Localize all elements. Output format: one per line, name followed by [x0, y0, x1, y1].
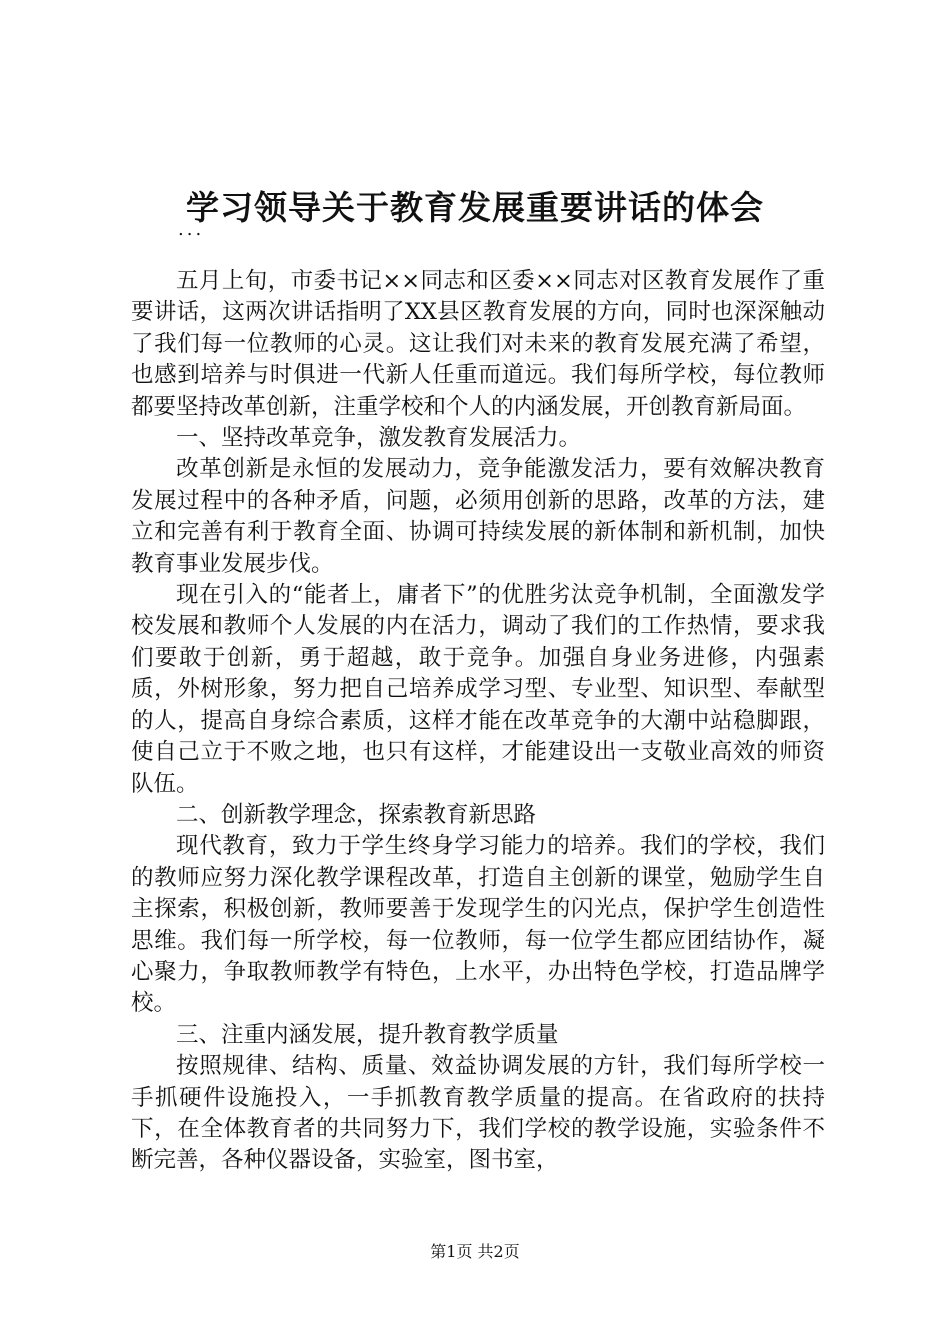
paragraph-intro: 五月上旬，市委书记××同志和区委××同志对区教育发展作了重要讲话，这两次讲话指明了XX县区教育发展的方向，同时也深深触动了我们每一位教师的心灵。这让我们对未来的教育发展充满了希望，也感到培养与时俱进一代新人任重而道远。我们每所学校，每位教师都要坚持改革创新，注重学校和个人的内涵发展，开创教育新局面。 — [131, 268, 825, 420]
paragraph-teaching: 现代教育，致力于学生终身学习能力的培养。我们的学校，我们的教师应努力深化教学课程改革，打造自主创新的课堂，勉励学生自主探索，积极创新，教师要善于发现学生的闪光点，保护学生创造性思维。我们每一所学校，每一位教师，每一位学生都应团结协作，凝心聚力，争取教师教学有特色，上水平，办出特色学校，打造品牌学校。 — [131, 833, 825, 1017]
document-title: 学习领导关于教育发展重要讲话的体会 — [186, 188, 764, 227]
title-ellipsis: ... — [178, 219, 205, 240]
page-footer: 第1页 共2页 — [430, 1242, 520, 1261]
section-heading-1: 一、坚持改革竞争，激发教育发展活力。 — [176, 425, 582, 452]
paragraph-competition: 现在引入的“能者上，庸者下”的优胜劣汰竞争机制，全面激发学校发展和教师个人发展的内在活力，调动了我们的工作热情，要求我们要敢于创新，勇于超越，敢于竞争。加强自身业务进修，内强素质，外树形象，努力把自己培养成学习型、专业型、知识型、奉献型的人，提高自身综合素质，这样才能在改革竞争的大潮中站稳脚跟，使自己立于不败之地，也只有这样，才能建设出一支敬业高效的师资队伍。 — [131, 582, 825, 797]
section-heading-3: 三、注重内涵发展，提升教育教学质量 — [176, 1021, 559, 1048]
paragraph-quality: 按照规律、结构、质量、效益协调发展的方针，我们每所学校一手抓硬件设施投入，一手抓教育教学质量的提高。在省政府的扶持下，在全体教育者的共同努力下，我们学校的教学设施，实验条件不断完善，各种仪器设备，实验室，图书室， — [131, 1053, 825, 1174]
document-body — [131, 266, 825, 1177]
paragraph-reform: 改革创新是永恒的发展动力，竞争能激发活力，要有效解决教育发展过程中的各种矛盾，问题，必须用创新的思路，改革的方法，建立和完善有利于教育全面、协调可持续发展的新体制和新机制，加快教育事业发展步伐。 — [131, 456, 825, 577]
section-heading-2: 二、创新教学理念，探索教育新思路 — [176, 801, 537, 828]
